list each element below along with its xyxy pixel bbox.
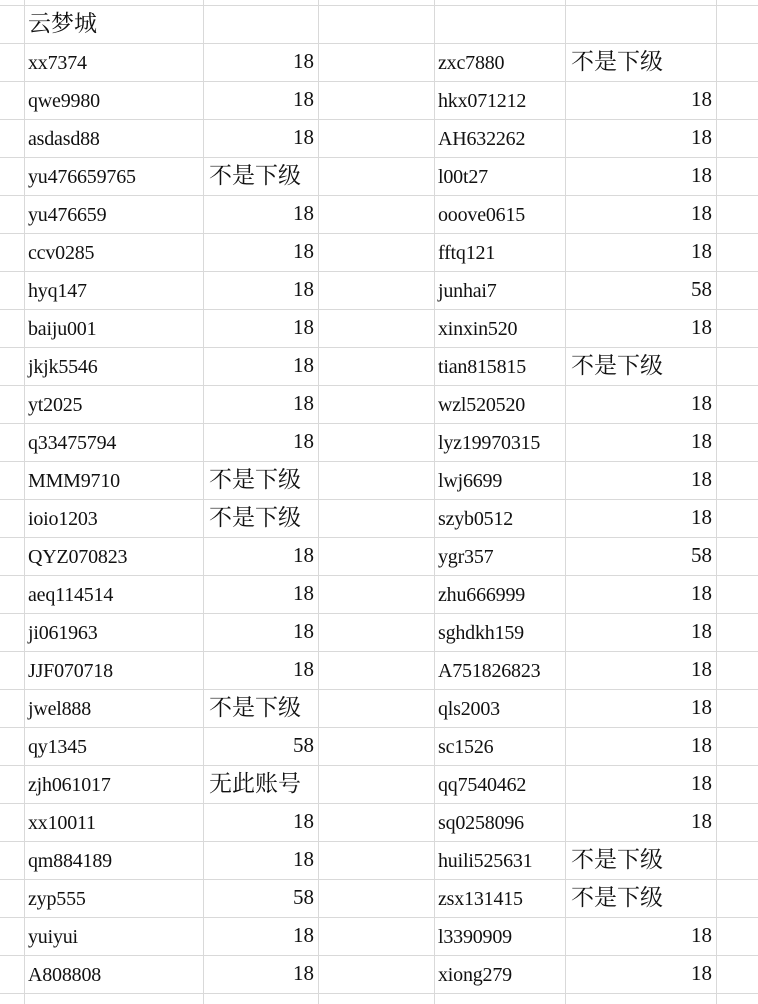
right-account-cell[interactable]: sghdkh159: [438, 622, 524, 644]
right-value-cell[interactable]: 18: [691, 961, 712, 985]
left-value-cell[interactable]: 不是下级: [209, 163, 301, 189]
right-value-cell[interactable]: 18: [691, 923, 712, 947]
left-value-cell[interactable]: 无此账号: [209, 771, 301, 797]
right-account-cell[interactable]: A751826823: [438, 660, 541, 682]
left-account-cell[interactable]: jkjk5546: [28, 356, 98, 378]
left-account-cell[interactable]: QYZ070823: [28, 546, 128, 568]
left-account-cell[interactable]: hyq147: [28, 280, 87, 302]
right-value-cell[interactable]: 18: [691, 429, 712, 453]
left-account-cell[interactable]: yu476659765: [28, 166, 136, 188]
left-value-cell[interactable]: 18: [293, 239, 314, 263]
right-account-cell[interactable]: tian815815: [438, 356, 526, 378]
right-account-cell[interactable]: xinxin520: [438, 318, 518, 340]
right-account-cell[interactable]: ygr357: [438, 546, 494, 568]
left-value-cell[interactable]: 18: [293, 353, 314, 377]
left-value-cell[interactable]: 18: [293, 49, 314, 73]
right-value-cell[interactable]: 18: [691, 391, 712, 415]
column-divider: [318, 0, 319, 1004]
left-value-cell[interactable]: 58: [293, 733, 314, 757]
left-account-cell[interactable]: ccv0285: [28, 242, 95, 264]
right-value-cell[interactable]: 18: [691, 809, 712, 833]
left-account-cell[interactable]: zjh061017: [28, 774, 111, 796]
right-value-cell[interactable]: 18: [691, 695, 712, 719]
right-value-cell[interactable]: 58: [691, 277, 712, 301]
right-value-cell[interactable]: 18: [691, 505, 712, 529]
left-account-cell[interactable]: jwel888: [28, 698, 92, 720]
right-value-cell[interactable]: 18: [691, 201, 712, 225]
right-value-cell[interactable]: 不是下级: [571, 885, 663, 911]
left-account-cell[interactable]: yu476659: [28, 204, 107, 226]
left-value-cell[interactable]: 18: [293, 581, 314, 605]
left-account-cell[interactable]: yt2025: [28, 394, 83, 416]
column-divider: [716, 0, 717, 1004]
left-account-cell[interactable]: JJF070718: [28, 660, 113, 682]
right-account-cell[interactable]: AH632262: [438, 128, 526, 150]
right-account-cell[interactable]: sq0258096: [438, 812, 524, 834]
right-account-cell[interactable]: zxc7880: [438, 52, 505, 74]
right-account-cell[interactable]: lyz19970315: [438, 432, 541, 454]
right-value-cell[interactable]: 18: [691, 87, 712, 111]
right-value-cell[interactable]: 58: [691, 543, 712, 567]
right-account-cell[interactable]: qls2003: [438, 698, 500, 720]
left-value-cell[interactable]: 18: [293, 961, 314, 985]
right-value-cell[interactable]: 18: [691, 125, 712, 149]
right-account-cell[interactable]: fftq121: [438, 242, 496, 264]
left-value-cell[interactable]: 18: [293, 429, 314, 453]
left-account-cell[interactable]: asdasd88: [28, 128, 100, 150]
right-value-cell[interactable]: 18: [691, 657, 712, 681]
left-account-cell[interactable]: qm884189: [28, 850, 112, 872]
left-value-cell[interactable]: 不是下级: [209, 505, 301, 531]
left-account-cell[interactable]: MMM9710: [28, 470, 120, 492]
right-value-cell[interactable]: 不是下级: [571, 49, 663, 75]
left-value-cell[interactable]: 18: [293, 923, 314, 947]
right-account-cell[interactable]: ooove0615: [438, 204, 526, 226]
right-value-cell[interactable]: 18: [691, 239, 712, 263]
right-value-cell[interactable]: 18: [691, 315, 712, 339]
right-account-cell[interactable]: zhu666999: [438, 584, 526, 606]
left-account-cell[interactable]: aeq114514: [28, 584, 114, 606]
left-value-cell[interactable]: 18: [293, 201, 314, 225]
right-account-cell[interactable]: szyb0512: [438, 508, 514, 530]
left-value-cell[interactable]: 18: [293, 391, 314, 415]
left-value-cell[interactable]: 18: [293, 657, 314, 681]
left-account-cell[interactable]: q33475794: [28, 432, 117, 454]
left-value-cell[interactable]: 18: [293, 125, 314, 149]
right-value-cell[interactable]: 18: [691, 619, 712, 643]
left-value-cell[interactable]: 18: [293, 847, 314, 871]
right-account-cell[interactable]: l3390909: [438, 926, 512, 948]
right-account-cell[interactable]: hkx071212: [438, 90, 527, 112]
left-account-cell[interactable]: A808808: [28, 964, 102, 986]
left-account-cell[interactable]: zyp555: [28, 888, 86, 910]
right-account-cell[interactable]: wzl520520: [438, 394, 526, 416]
left-value-cell[interactable]: 18: [293, 87, 314, 111]
right-account-cell[interactable]: junhai7: [438, 280, 497, 302]
right-value-cell[interactable]: 不是下级: [571, 847, 663, 873]
left-value-cell[interactable]: 18: [293, 543, 314, 567]
left-account-cell[interactable]: xx10011: [28, 812, 96, 834]
left-value-cell[interactable]: 18: [293, 809, 314, 833]
right-value-cell[interactable]: 18: [691, 163, 712, 187]
right-value-cell[interactable]: 18: [691, 771, 712, 795]
left-value-cell[interactable]: 不是下级: [209, 467, 301, 493]
right-account-cell[interactable]: sc1526: [438, 736, 494, 758]
sheet-title[interactable]: 云梦城: [28, 11, 97, 37]
right-value-cell[interactable]: 18: [691, 467, 712, 491]
right-value-cell[interactable]: 18: [691, 733, 712, 757]
left-account-cell[interactable]: qwe9980: [28, 90, 100, 112]
left-account-cell[interactable]: qy1345: [28, 736, 87, 758]
right-account-cell[interactable]: xiong279: [438, 964, 512, 986]
left-value-cell[interactable]: 18: [293, 277, 314, 301]
left-value-cell[interactable]: 18: [293, 315, 314, 339]
left-account-cell[interactable]: xx7374: [28, 52, 87, 74]
right-account-cell[interactable]: lwj6699: [438, 470, 503, 492]
left-value-cell[interactable]: 18: [293, 619, 314, 643]
left-account-cell[interactable]: ji061963: [28, 622, 98, 644]
right-value-cell[interactable]: 不是下级: [571, 353, 663, 379]
right-value-cell[interactable]: 18: [691, 581, 712, 605]
left-account-cell[interactable]: ioio1203: [28, 508, 98, 530]
left-value-cell[interactable]: 58: [293, 885, 314, 909]
row-divider: [0, 5, 758, 6]
right-account-cell[interactable]: qq7540462: [438, 774, 527, 796]
right-account-cell[interactable]: zsx131415: [438, 888, 523, 910]
right-account-cell[interactable]: l00t27: [438, 166, 488, 188]
left-value-cell[interactable]: 不是下级: [209, 695, 301, 721]
left-account-cell[interactable]: yuiyui: [28, 926, 78, 948]
left-account-cell[interactable]: baiju001: [28, 318, 97, 340]
right-account-cell[interactable]: huili525631: [438, 850, 533, 872]
